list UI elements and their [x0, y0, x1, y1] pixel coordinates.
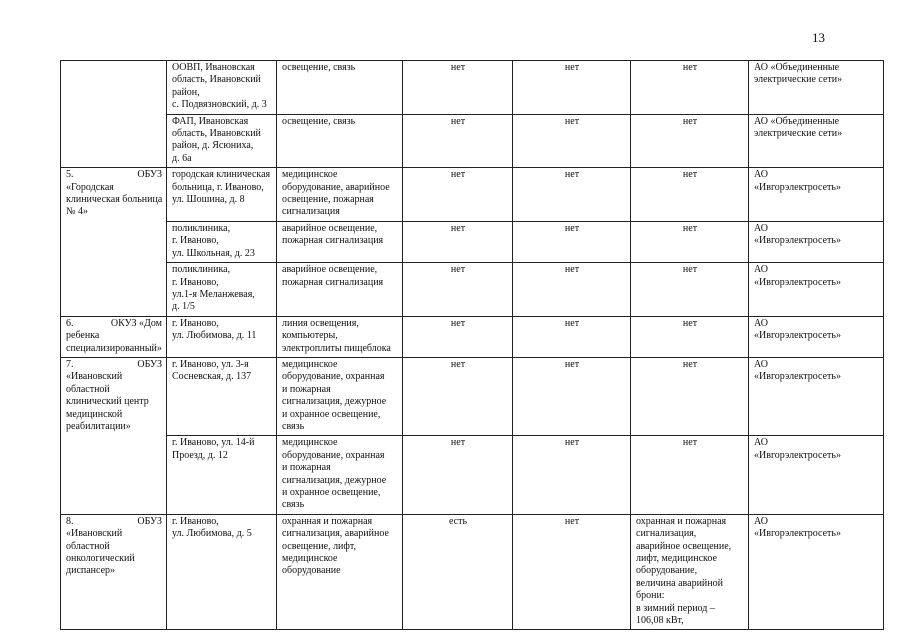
organization-name-line: медицинской — [66, 408, 123, 420]
column-4-cell — [403, 168, 513, 222]
address-cell-line: г. Иваново, ул. 14-й — [172, 437, 255, 449]
column-6-cell-line: нет — [682, 317, 698, 329]
column-6-cell-line: брони: — [636, 590, 665, 602]
table-row — [61, 61, 884, 115]
address-cell-line: ул.1-я Меланжевая, — [172, 288, 255, 300]
column-6-cell-line: нет — [682, 358, 698, 370]
equipment-cell-line: сигнализация, аварийное — [282, 528, 389, 540]
column-6-cell-line: сигнализация, — [636, 528, 697, 540]
supplier-cell — [749, 114, 884, 168]
address-cell-line: ул. Любимова, д. 5 — [172, 528, 252, 540]
address-cell-line: г. Иваново, — [172, 276, 219, 288]
row-number: 7. — [66, 358, 74, 370]
organization-name-line: клиническая больница — [66, 194, 163, 206]
supplier-cell-line: АО «Объединенные — [754, 62, 840, 73]
equipment-cell — [277, 263, 403, 317]
address-cell-line: область, Ивановский — [172, 128, 261, 140]
column-5-cell-value: нет — [564, 358, 580, 370]
address-cell — [167, 168, 277, 222]
supplier-cell-line: «Ивгорэлектросеть» — [754, 235, 841, 247]
equipment-cell-line: связь — [282, 420, 305, 432]
address-cell-line: Сосневская, д. 137 — [172, 371, 252, 383]
supplier-cell-line: «Ивгорэлектросеть» — [754, 371, 841, 383]
equipment-cell-line: оборудование, охранная — [282, 449, 385, 461]
organization-name-line: диспансер» — [66, 565, 116, 577]
supplier-cell-line: АО — [754, 437, 768, 449]
equipment-cell-line: электроплиты пищеблока — [282, 342, 391, 354]
column-6-cell — [631, 514, 749, 630]
equipment-cell — [277, 316, 403, 357]
column-5-cell — [513, 514, 631, 630]
column-4-cell-value: нет — [450, 169, 466, 181]
column-6-cell-line: аварийное освещение, — [636, 540, 732, 552]
address-cell-line: ул. Шошина, д. 8 — [172, 194, 245, 206]
address-cell — [167, 221, 277, 262]
column-4-cell-value: нет — [450, 222, 466, 234]
column-4-cell — [403, 436, 513, 514]
supplier-cell — [749, 436, 884, 514]
column-4-cell — [403, 316, 513, 357]
supplier-cell-line: АО — [754, 222, 768, 234]
column-4-cell-value: нет — [450, 115, 466, 127]
equipment-cell — [277, 168, 403, 222]
organization-cell — [61, 168, 167, 316]
column-6-cell — [631, 114, 749, 168]
address-cell — [167, 514, 277, 630]
table-row — [61, 316, 884, 357]
column-6-cell-line: охранная и пожарная — [636, 515, 727, 527]
column-6-cell-line: лифт, медицинское — [636, 553, 717, 565]
column-6-cell — [631, 168, 749, 222]
equipment-cell-line: освещение, связь — [282, 115, 356, 127]
column-4-cell-value: нет — [450, 264, 466, 276]
equipment-cell-line: и охранное освещение, — [282, 408, 381, 420]
row-number: 8. — [66, 515, 74, 527]
column-6-cell-line: нет — [682, 115, 698, 127]
column-6-cell — [631, 263, 749, 317]
supplier-cell — [749, 221, 884, 262]
column-6-cell-line: оборудование, — [636, 565, 698, 577]
address-cell-line: ООВП, Ивановская — [172, 62, 255, 73]
organization-cell — [61, 357, 167, 514]
column-5-cell-value: нет — [564, 115, 580, 127]
supplier-cell — [749, 514, 884, 630]
column-5-cell — [513, 357, 631, 435]
table-row — [61, 168, 884, 222]
organization-cell — [61, 514, 167, 630]
equipment-cell-line: компьютеры, — [282, 330, 338, 342]
table-row — [61, 114, 884, 168]
supplier-cell-line: АО — [754, 264, 768, 276]
facilities-table — [60, 60, 884, 630]
equipment-cell-line: медицинское — [282, 553, 338, 565]
address-cell — [167, 114, 277, 168]
equipment-cell — [277, 514, 403, 630]
column-6-cell-line: нет — [682, 62, 698, 73]
equipment-cell-line: сигнализация, дежурное — [282, 396, 387, 408]
column-4-cell-value: нет — [450, 437, 466, 449]
column-5-cell — [513, 263, 631, 317]
column-6-cell-line: нет — [682, 264, 698, 276]
organization-name-line: «Ивановский — [66, 528, 123, 540]
column-6-cell — [631, 221, 749, 262]
address-cell-line: Проезд, д. 12 — [172, 449, 228, 461]
organization-cell — [61, 316, 167, 357]
column-5-cell — [513, 114, 631, 168]
equipment-cell-line: освещение, пожарная — [282, 194, 374, 206]
column-4-cell — [403, 114, 513, 168]
equipment-cell — [277, 436, 403, 514]
supplier-cell — [749, 263, 884, 317]
supplier-cell — [749, 61, 884, 115]
column-6-cell — [631, 357, 749, 435]
equipment-cell-line: линия освещения, — [282, 317, 359, 329]
organization-name-head: ОКУЗ «Дом — [110, 317, 162, 329]
organization-name-line: ребенка — [66, 330, 100, 342]
address-cell-line: д. 6а — [172, 152, 192, 164]
equipment-cell — [277, 357, 403, 435]
equipment-cell-line: и пожарная — [282, 462, 331, 474]
column-5-cell-value: нет — [564, 317, 580, 329]
equipment-cell-line: и охранное освещение, — [282, 487, 381, 498]
supplier-cell-line: электрические сети» — [754, 74, 843, 86]
supplier-cell-line: АО — [754, 317, 768, 329]
equipment-cell — [277, 61, 403, 115]
column-6-cell-line: в зимний период – — [636, 602, 715, 614]
organization-name-line: «Городская — [66, 181, 114, 193]
table-row — [61, 263, 884, 317]
equipment-cell-line: пожарная сигнализация — [282, 276, 384, 288]
address-cell-line: район, — [172, 86, 200, 98]
column-5-cell — [513, 436, 631, 514]
equipment-cell-line: и пожарная — [282, 383, 331, 395]
address-cell-line: район, д. Ясюниха, — [172, 140, 254, 152]
organization-name-line: онкологический — [66, 553, 135, 565]
supplier-cell — [749, 316, 884, 357]
column-5-cell-value: нет — [564, 222, 580, 234]
row-number: 6. — [66, 317, 74, 329]
supplier-cell-line: АО — [754, 169, 768, 181]
organization-name-line: клинический центр — [66, 396, 149, 408]
address-cell-line: поликлиника, — [172, 222, 231, 234]
address-cell-line: область, Ивановский — [172, 74, 261, 86]
column-6-cell-line: нет — [682, 169, 698, 181]
organization-name-line: «Ивановский — [66, 371, 123, 383]
column-4-cell — [403, 357, 513, 435]
equipment-cell-line: аварийное освещение, — [282, 264, 378, 276]
address-cell — [167, 357, 277, 435]
column-5-cell — [513, 168, 631, 222]
address-cell-line: г. Иваново, ул. 3-я — [172, 358, 249, 370]
column-4-cell-value: есть — [448, 515, 468, 527]
column-5-cell-value: нет — [564, 264, 580, 276]
page-number: 13 — [812, 30, 825, 45]
supplier-cell-line: АО — [754, 358, 768, 370]
equipment-cell-line: медицинское — [282, 358, 338, 370]
address-cell-line: г. Иваново, — [172, 317, 219, 329]
row-number: 5. — [66, 169, 74, 181]
supplier-cell-line: электрические сети» — [754, 128, 843, 140]
table-row — [61, 436, 884, 514]
table-row — [61, 357, 884, 435]
column-4-cell — [403, 263, 513, 317]
organization-name-line: областной — [66, 540, 110, 552]
equipment-cell-line: сигнализация, дежурное — [282, 474, 387, 486]
equipment-cell-line: сигнализация — [282, 206, 340, 218]
supplier-cell-line: «Ивгорэлектросеть» — [754, 181, 841, 193]
column-6-cell-line: величина аварийной — [636, 577, 723, 589]
equipment-cell — [277, 114, 403, 168]
column-5-cell-value: нет — [564, 169, 580, 181]
supplier-cell-line: «Ивгорэлектросеть» — [754, 276, 841, 288]
address-cell-line: ул. Школьная, д. 23 — [172, 247, 255, 259]
address-cell-line: г. Иваново, — [172, 235, 219, 247]
column-5-cell — [513, 316, 631, 357]
organization-cell — [61, 61, 167, 168]
equipment-cell — [277, 221, 403, 262]
column-4-cell-value: нет — [450, 62, 466, 73]
column-5-cell-value: нет — [564, 437, 580, 449]
column-5-cell-value: нет — [564, 515, 580, 527]
equipment-cell-line: аварийное освещение, — [282, 222, 378, 234]
supplier-cell-line: АО — [754, 515, 768, 527]
column-5-cell — [513, 221, 631, 262]
supplier-cell-line: «Ивгорэлектросеть» — [754, 528, 841, 540]
address-cell — [167, 61, 277, 115]
organization-name-line: реабилитации» — [66, 420, 131, 432]
organization-name-line: областной — [66, 383, 110, 395]
column-4-cell-value: нет — [450, 317, 466, 329]
equipment-cell-line: охранная и пожарная — [282, 515, 373, 527]
column-6-cell-line: нет — [682, 437, 698, 449]
address-cell-line: д. 1/5 — [172, 301, 195, 313]
address-cell-line: с. Подвязновский, д. 3 — [172, 99, 267, 111]
column-6-cell-line: 106,08 кВт, — [636, 615, 684, 627]
column-6-cell — [631, 316, 749, 357]
column-4-cell — [403, 61, 513, 115]
address-cell-line: ул. Любимова, д. 11 — [172, 330, 257, 342]
address-cell — [167, 316, 277, 357]
supplier-cell-line: «Ивгорэлектросеть» — [754, 330, 841, 342]
address-cell-line: г. Иваново, — [172, 515, 219, 527]
equipment-cell-line: пожарная сигнализация — [282, 235, 384, 247]
column-4-cell — [403, 221, 513, 262]
equipment-cell-line: оборудование, охранная — [282, 371, 385, 383]
equipment-cell-line: освещение, лифт, — [282, 540, 357, 552]
equipment-cell-line: медицинское — [282, 169, 338, 181]
organization-name-head: ОБУЗ — [137, 515, 162, 527]
equipment-cell-line: связь — [282, 499, 305, 511]
column-5-cell-value: нет — [564, 62, 580, 73]
address-cell — [167, 436, 277, 514]
address-cell-line: больница, г. Иваново, — [172, 181, 264, 193]
table-row — [61, 514, 884, 630]
equipment-cell-line: медицинское — [282, 437, 338, 449]
address-cell — [167, 263, 277, 317]
supplier-cell-line: АО «Объединенные — [754, 115, 840, 127]
equipment-cell-line: оборудование — [282, 565, 341, 577]
equipment-cell-line: оборудование, аварийное — [282, 181, 390, 193]
column-4-cell-value: нет — [450, 358, 466, 370]
column-6-cell — [631, 61, 749, 115]
column-5-cell — [513, 61, 631, 115]
column-6-cell — [631, 436, 749, 514]
organization-name-line: специализированный» — [66, 342, 162, 354]
organization-name-line: № 4» — [66, 206, 89, 218]
organization-name-head: ОБУЗ — [137, 169, 162, 181]
column-6-cell-line: нет — [682, 222, 698, 234]
supplier-cell-line: «Ивгорэлектросеть» — [754, 449, 841, 461]
address-cell-line: городская клиническая — [172, 169, 271, 181]
supplier-cell — [749, 168, 884, 222]
equipment-cell-line: освещение, связь — [282, 62, 356, 73]
table-row — [61, 221, 884, 262]
organization-name-head: ОБУЗ — [137, 358, 162, 370]
address-cell-line: ФАП, Ивановская — [172, 115, 249, 127]
supplier-cell — [749, 357, 884, 435]
address-cell-line: поликлиника, — [172, 264, 231, 276]
column-4-cell — [403, 514, 513, 630]
